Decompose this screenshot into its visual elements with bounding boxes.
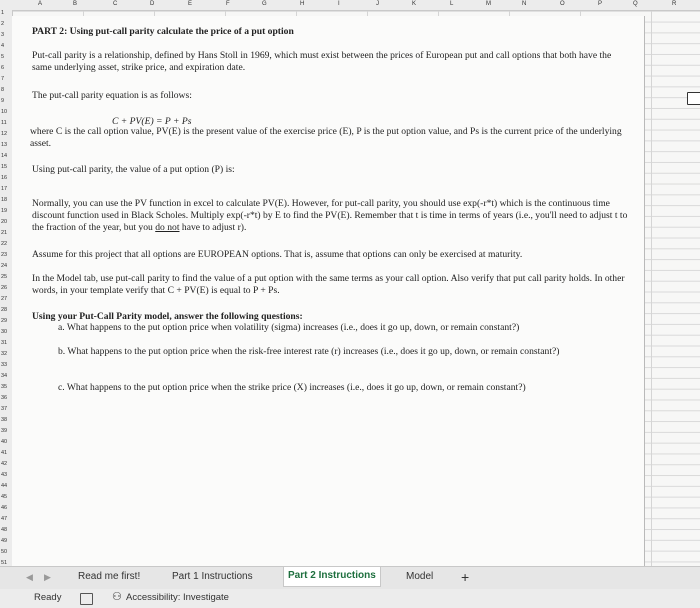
column-i-header[interactable]: I: [338, 1, 340, 7]
put-value-prompt: Using put-call parity, the value of a put option (P) is:: [32, 164, 235, 175]
column-j-header[interactable]: J: [376, 1, 379, 7]
macro-recorder-icon[interactable]: [80, 593, 93, 605]
row-number[interactable]: 50: [1, 549, 8, 555]
row-number[interactable]: 21: [1, 230, 8, 236]
row-number[interactable]: 15: [1, 164, 8, 170]
row-number[interactable]: 19: [1, 208, 8, 214]
question-c: c. What happens to the put option price when the strike price (X) increases (i.e., does it go up, down, or remain constant?): [58, 382, 526, 393]
row-number[interactable]: 41: [1, 450, 8, 456]
row-number[interactable]: 31: [1, 340, 8, 346]
column-b-header[interactable]: B: [73, 1, 78, 7]
column-f-header[interactable]: F: [226, 1, 230, 7]
row-number[interactable]: 8: [1, 87, 5, 93]
row-number[interactable]: 28: [1, 307, 8, 313]
row-number[interactable]: 39: [1, 428, 8, 434]
row-number[interactable]: 30: [1, 329, 8, 335]
instructions-text-box[interactable]: [12, 16, 645, 566]
row-number[interactable]: 17: [1, 186, 8, 192]
add-sheet-button[interactable]: +: [461, 569, 470, 585]
row-number[interactable]: 9: [1, 98, 5, 104]
page-title: PART 2: Using put-call parity calculate the price of a put option: [32, 26, 294, 37]
column-k-header[interactable]: K: [412, 1, 417, 7]
tab-part-1-instructions[interactable]: Part 1 Instructions: [172, 571, 253, 582]
previous-sheet-icon[interactable]: ◀: [26, 572, 33, 582]
row-number[interactable]: 23: [1, 252, 8, 258]
model-tab-paragraph: In the Model tab, use put-call parity to find the value of a put option with the same terms as your call option. Also verify that put call parity holds. In other words, in your template verify that C + PV(E) is equal to P + Ps.: [32, 273, 625, 296]
european-assumption: Assume for this project that all options are EUROPEAN options. That is, assume that options can only be exercised at maturity.: [32, 249, 523, 260]
row-number[interactable]: 20: [1, 219, 8, 225]
next-sheet-icon[interactable]: ▶: [44, 572, 51, 582]
row-number[interactable]: 34: [1, 373, 8, 379]
column-n-header[interactable]: N: [522, 1, 527, 7]
tab-model[interactable]: Model: [406, 571, 434, 582]
row-number[interactable]: 36: [1, 395, 8, 401]
row-number[interactable]: 44: [1, 483, 8, 489]
column-c-header[interactable]: C: [113, 1, 118, 7]
row-number[interactable]: 25: [1, 274, 8, 280]
column-g-header[interactable]: G: [262, 1, 267, 7]
status-bar: [0, 589, 700, 608]
row-number[interactable]: 18: [1, 197, 8, 203]
question-a: a. What happens to the put option price when volatility (sigma) increases (i.e., does it go up, down, or remain constant?): [58, 322, 520, 333]
column-r-header[interactable]: R: [672, 1, 677, 7]
row-number[interactable]: 16: [1, 175, 8, 181]
row-number[interactable]: 6: [1, 65, 5, 71]
ready-status: Ready: [34, 592, 62, 603]
row-number[interactable]: 29: [1, 318, 8, 324]
pv-function-paragraph: Normally, you can use the PV function in excel to calculate PV(E). However, for put-call parity, you should use exp(-r*t) which is the continuous time discount function used in Black Scholes. Multiply exp(-r*t) by E to find the PV(E). Remember that t is time in terms of years (i.e., you'll need to adjust t to the fraction of the year, but you do not have to adjust r).: [32, 198, 628, 233]
row-number[interactable]: 7: [1, 76, 5, 82]
row-number[interactable]: 45: [1, 494, 8, 500]
row-number[interactable]: 40: [1, 439, 8, 445]
row-number[interactable]: 48: [1, 527, 8, 533]
column-h-header[interactable]: H: [300, 1, 305, 7]
column-e-header[interactable]: E: [188, 1, 193, 7]
column-header: [0, 0, 700, 11]
accessibility-status[interactable]: Accessibility: Investigate: [126, 592, 229, 603]
row-number[interactable]: 42: [1, 461, 8, 467]
questions-heading: Using your Put-Call Parity model, answer the following questions:: [32, 311, 303, 322]
row-number[interactable]: 13: [1, 142, 8, 148]
row-number[interactable]: 32: [1, 351, 8, 357]
question-b: b. What happens to the put option price when the risk-free interest rate (r) increases (i.e., does it go up, down, or remain constant?): [58, 346, 560, 357]
column-a-header[interactable]: A: [38, 1, 43, 7]
row-number[interactable]: 24: [1, 263, 8, 269]
column-o-header[interactable]: O: [560, 1, 565, 7]
accessibility-icon[interactable]: ⚇: [112, 591, 122, 603]
row-number[interactable]: 1: [1, 10, 5, 16]
variable-definitions: where C is the call option value, PV(E) is the present value of the exercise price (E), P is the put option value, and Ps is the current price of the underlying asset.: [30, 126, 622, 149]
tab-read-me-first[interactable]: Read me first!: [78, 571, 141, 582]
row-number[interactable]: 5: [1, 54, 5, 60]
row-number[interactable]: 12: [1, 131, 8, 137]
row-number[interactable]: 46: [1, 505, 8, 511]
column-p-header[interactable]: P: [598, 1, 603, 7]
tab-part-2-instructions[interactable]: Part 2 Instructions: [283, 567, 381, 587]
row-number[interactable]: 2: [1, 21, 5, 27]
resize-handle[interactable]: [687, 92, 700, 105]
row-number[interactable]: 22: [1, 241, 8, 247]
row-number[interactable]: 35: [1, 384, 8, 390]
column-m-header[interactable]: M: [486, 1, 491, 7]
column-q-header[interactable]: Q: [633, 1, 638, 7]
row-number[interactable]: 26: [1, 285, 8, 291]
row-number[interactable]: 11: [1, 120, 7, 126]
row-number[interactable]: 37: [1, 406, 8, 412]
row-number[interactable]: 10: [1, 109, 8, 115]
row-number[interactable]: 49: [1, 538, 8, 544]
row-number[interactable]: 4: [1, 43, 5, 49]
row-number[interactable]: 33: [1, 362, 8, 368]
column-l-header[interactable]: L: [450, 1, 454, 7]
equation-intro: The put-call parity equation is as follows:: [32, 90, 192, 101]
intro-paragraph: Put-call parity is a relationship, defined by Hans Stoll in 1969, which must exist between the prices of European put and call options that both have the same underlying asset, strike price, and expiration date.: [32, 50, 612, 73]
sheet-tab-bar: [0, 566, 700, 589]
parity-equation: C + PV(E) = P + Ps: [112, 116, 192, 127]
row-number[interactable]: 3: [1, 32, 5, 38]
row-number[interactable]: 27: [1, 296, 8, 302]
row-number[interactable]: 47: [1, 516, 8, 522]
column-d-header[interactable]: D: [150, 1, 155, 7]
row-number[interactable]: 51: [1, 560, 8, 566]
row-number[interactable]: 14: [1, 153, 8, 159]
row-number[interactable]: 38: [1, 417, 8, 423]
row-number[interactable]: 43: [1, 472, 8, 478]
